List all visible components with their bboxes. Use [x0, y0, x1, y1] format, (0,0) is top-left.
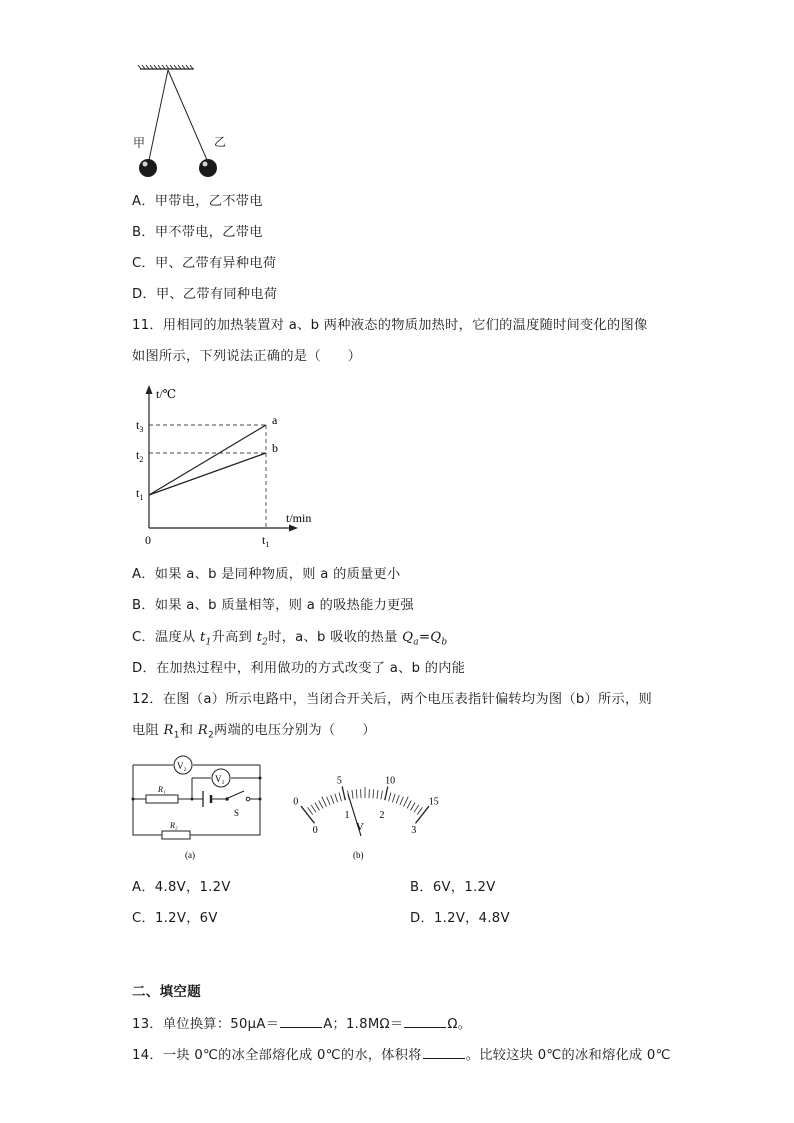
dial-tick	[400, 797, 403, 805]
q14: 14．一块 0℃的冰全部熔化成 0℃的水，体积将 。比较这块 0℃的冰和熔化成 0℃	[132, 1045, 671, 1065]
dial-tick	[392, 794, 395, 803]
resistor-r2-label: R₂	[170, 821, 178, 830]
q12-option-d: D．1.2V，4.8V	[410, 911, 510, 926]
switch-contact-right	[246, 797, 250, 801]
q11-option-d: D．在加热过程中，利用做功的方式改变了 a、b 的内能	[132, 661, 466, 676]
dial-tick	[331, 795, 334, 803]
y-tick-label-1: $t_1$	[136, 486, 144, 502]
dial-tick	[385, 787, 388, 801]
dial-tick	[308, 807, 313, 814]
series-label-a: a	[272, 413, 278, 427]
switch-label: S	[234, 808, 240, 818]
q11-option-c: C．温度从 $t_1$升高到 $t_2$时，a、b 吸收的热量 $Q_a=Q_b$	[132, 630, 448, 648]
series-line-b	[149, 453, 266, 495]
resistor-r1-label: R₁	[158, 785, 166, 794]
circuit-diagram	[128, 753, 268, 863]
resistor-r1	[146, 795, 178, 803]
dial-tick	[339, 792, 341, 801]
resistor-r2	[162, 831, 190, 839]
series-line-a	[149, 425, 266, 495]
dial-tick	[414, 805, 419, 813]
dial-inner-label: 0	[312, 824, 318, 836]
q14-blank-1[interactable]	[423, 1045, 465, 1059]
dial-end-left	[310, 817, 315, 823]
dial-tick	[373, 789, 374, 798]
q11-stem-line2: 如图所示，下列说法正确的是（ ）	[132, 349, 362, 364]
dial-outer-label: 15	[428, 796, 439, 808]
dial-tick	[335, 794, 338, 803]
voltmeter-v1-label: V₁	[215, 774, 225, 784]
y-tick-label-3: $t_3$	[136, 418, 144, 434]
dial-tick	[411, 803, 416, 811]
pendulum-label-right: 乙	[214, 135, 227, 149]
section-title: 二、填空题	[132, 984, 201, 1000]
dial-tick	[356, 789, 357, 798]
ball-right	[199, 159, 217, 177]
dial-tick	[327, 797, 330, 805]
q11-option-b: B．如果 a、b 质量相等，则 a 的吸热能力更强	[132, 598, 415, 613]
ball-left	[139, 159, 157, 177]
q10-option-b: B．甲不带电，乙带电	[132, 225, 263, 240]
dial-tick	[381, 791, 383, 800]
dial-outer-label: 0	[293, 796, 299, 808]
dial-tick	[319, 800, 323, 808]
string-right	[168, 70, 207, 160]
dial-tick	[377, 790, 378, 799]
y-axis-label: t/℃	[156, 387, 177, 401]
y-axis-arrow	[146, 385, 153, 394]
dial-tick	[407, 800, 411, 808]
q13-blank-2[interactable]	[404, 1014, 446, 1028]
x-tick-label-1: $t_1$	[262, 533, 270, 549]
q13-blank-1[interactable]	[280, 1014, 322, 1028]
pendulum-figure	[128, 60, 238, 185]
q10-option-d: D．甲、乙带有同种电荷	[132, 287, 278, 302]
q12-option-c: C．1.2V，6V	[132, 911, 218, 926]
dial-outer-label: 5	[336, 775, 342, 787]
dial-tick	[352, 790, 353, 799]
dial-inner-label: 2	[379, 809, 385, 821]
q12-stem-line1: 12．在图（a）所示电路中，当闭合开关后，两个电压表指针偏转均为图（b）所示，则	[132, 692, 652, 707]
temperature-time-chart	[128, 380, 328, 555]
q11-stem-line1: 11．用相同的加热装置对 a、b 两种液态的物质加热时，它们的温度随时间变化的图像	[132, 318, 648, 333]
dial-tick	[322, 797, 327, 807]
dial-tick	[404, 797, 409, 807]
dial-inner-label: 3	[411, 824, 417, 836]
q13: 13．单位换算：50μA＝ A；1.8MΩ＝ Ω。	[132, 1014, 471, 1034]
q11-option-a: A．如果 a、b 是同种物质，则 a 的质量更小	[132, 567, 401, 582]
dial-tick	[342, 787, 345, 801]
dial-tick	[301, 806, 310, 817]
q12-option-b: B．6V，1.2V	[410, 880, 496, 895]
series-label-b: b	[272, 441, 278, 455]
string-left	[149, 70, 168, 160]
q12-stem-line2: 电阻 $R_1$和 $R_2$两端的电压分别为（ ）	[132, 723, 376, 741]
dial-tick	[420, 806, 429, 817]
voltmeter-unit: V	[356, 821, 364, 833]
pendulum-label-left: 甲	[133, 136, 146, 150]
origin-label: 0	[145, 533, 151, 547]
dial-tick	[389, 792, 391, 801]
voltmeter-dial	[280, 760, 450, 865]
dial-outer-label: 10	[385, 775, 396, 787]
meter-caption: (b)	[353, 850, 364, 860]
circuit-caption: (a)	[185, 850, 195, 860]
x-axis-label: t/min	[286, 511, 312, 525]
voltmeter-v2-label: V₂	[177, 761, 187, 771]
y-tick-label-2: $t_2$	[136, 448, 144, 464]
switch-lever	[228, 791, 244, 798]
q12-option-a: A．4.8V，1.2V	[132, 880, 231, 895]
dial-tick	[396, 795, 399, 803]
q10-option-c: C．甲、乙带有异种电荷	[132, 256, 277, 271]
dial-tick	[417, 807, 422, 814]
dial-tick	[315, 803, 320, 811]
dial-inner-label: 1	[344, 809, 350, 821]
x-axis-arrow	[289, 525, 298, 532]
dial-tick	[311, 805, 316, 813]
dial-end-right	[415, 817, 420, 823]
q10-option-a: A．甲带电，乙不带电	[132, 194, 263, 209]
